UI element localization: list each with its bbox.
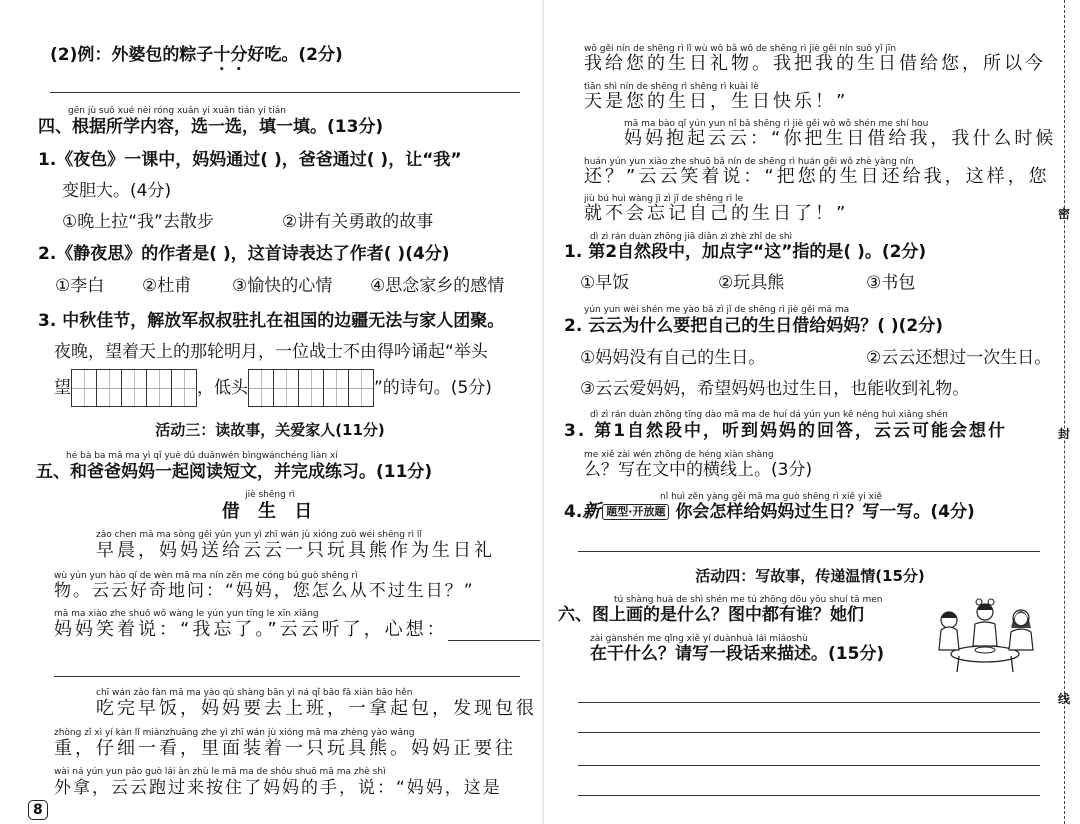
pinyin-line: mā ma xiào zhe shuō wǒ wàng le yún yun tīng le xīn xiǎng <box>54 609 319 619</box>
story-line: 妈妈笑着说：“我忘了。”云云听了，心想： <box>54 619 540 641</box>
pinyin-line: nǐ huì zěn yàng gěi mā ma guò shēng rì xiě yi xiě <box>660 492 883 502</box>
writing-line[interactable] <box>578 765 1040 766</box>
story-line: 就不会忘记自己的生日了！” <box>584 203 849 224</box>
option: ①李白 <box>55 276 105 296</box>
story-line: 我给您的生日礼物。我把我的生日借给您，所以今 <box>584 53 1046 74</box>
story-line: 妈妈抱起云云：“你把生日借给我，我什么时候 <box>624 128 1057 149</box>
story-line: 重，仔细一看，里面装着一只玩具熊。妈妈正要往 <box>54 738 516 759</box>
page-number: 8 <box>28 800 48 820</box>
answer-blank[interactable] <box>448 622 540 641</box>
right-page <box>560 0 1065 824</box>
answer-line[interactable] <box>578 551 1040 552</box>
story-title-pinyin: jiè shēng rì <box>245 490 295 500</box>
section-5-title: 五、和爸爸妈妈一起阅读短文，并完成练习。(11分) <box>36 462 433 482</box>
writing-grid-2[interactable] <box>248 369 374 407</box>
writing-line[interactable] <box>578 795 1040 796</box>
story-title: 借 生 日 <box>221 501 319 522</box>
pinyin-line: yún yun wèi shén me yào bǎ zì jǐ de shēng rì jiè gěi mā ma <box>584 305 850 315</box>
s5-pinyin: hé bà ba mā ma yì qǐ yuè dú duǎnwén bìngwánchéng liàn xí <box>66 451 338 461</box>
pinyin-line: chī wán zǎo fàn mā ma yào qù shàng bān yì ná qǐ bāo fā xiàn bāo hěn <box>96 688 413 698</box>
writing-line[interactable] <box>578 732 1040 733</box>
section-6-title: 六、图上画的是什么？图中都有谁？她们 <box>558 605 864 625</box>
section-4-title: 四、根据所学内容，选一选，填一填。(13分) <box>38 117 384 137</box>
option: ①早饭 <box>580 273 630 293</box>
pinyin-line: dì zì rán duàn zhōng tīng dào mā ma de huí dá yún yun kě néng huì xiǎng shén <box>590 410 948 420</box>
s4-question-3-cont: 夜晚，望着天上的那轮明月，一位战士不由得吟诵起“举头 <box>54 342 488 362</box>
family-birthday-illustration <box>935 594 1035 674</box>
pinyin-line: huán yún yun xiào zhe shuō bǎ nín de shēng rì huán gěi wǒ zhè yàng nín <box>584 157 914 167</box>
pinyin-line: wǒ gěi nín de shēng rì lǐ wù wǒ bǎ wǒ de shēng rì jiè gěi nín suǒ yǐ jīn <box>584 44 897 54</box>
option: ①晚上拉“我”去散步 <box>62 212 214 232</box>
pinyin-line: me xiě zài wén zhōng de héng xiàn shàng <box>584 450 774 460</box>
activity-3-heading: 活动三：读故事，关爱家人(11分) <box>155 421 385 439</box>
story-line: 物。云云好奇地问：“妈妈，您怎么从不过生日？” <box>54 581 475 601</box>
option: ③云云爱妈妈，希望妈妈也过生日，也能收到礼物。 <box>580 379 970 399</box>
emphasis-dotted-text: 十分 <box>213 45 248 65</box>
pinyin-line: wài ná yún yun pǎo guò lái àn zhù le mā ma de shǒu shuō mā ma zhè shì <box>54 767 386 777</box>
option: ②云云还想过一次生日。 <box>866 348 1052 368</box>
story-line: 早晨，妈妈送给云云一只玩具熊作为生日礼 <box>96 540 495 561</box>
activity-4-heading: 活动四：写故事，传递温情(15分) <box>695 567 925 585</box>
option: ④思念家乡的感情 <box>370 276 505 296</box>
question-1: 1. 第2自然段中，加点字“这”指的是( )。(2分) <box>564 242 927 262</box>
question-4: 4.新 题型·开放题 你会怎样给妈妈过生日？写一写。(4分) <box>564 501 975 522</box>
story-line: 还？”云云笑着说：“把您的生日还给我，这样，您 <box>584 166 1050 187</box>
pinyin-line: zài gànshén me qǐng xiě yí duànhuà lái miáoshù <box>590 634 808 644</box>
seal-mark: 封 <box>1058 427 1071 441</box>
pinyin-line: tiān shì nín de shēng rì shēng rì kuài lè <box>584 82 759 92</box>
new-question-mark: 新 <box>582 501 601 522</box>
answer-line[interactable] <box>50 92 520 93</box>
s4-question-3-fill: 望 ，低头 ”的诗句。(5分) <box>54 368 492 408</box>
question-2: 2. 云云为什么要把自己的生日借给妈妈？( )(2分) <box>564 316 944 336</box>
s4-question-1: 1.《夜色》一课中，妈妈通过( )，爸爸通过( )，让“我” <box>38 150 462 170</box>
pinyin-line: dì zì rán duàn zhōng jiā diǎn zì zhè zhǐ de shì <box>590 232 793 242</box>
question-3: 3. 第1自然段中，听到妈妈的回答，云云可能会想什 <box>564 421 1008 441</box>
option: ③愉快的心情 <box>232 276 333 296</box>
option: ②杜甫 <box>142 276 192 296</box>
s4-pinyin: gēn jù suǒ xué nèi róng xuǎn yi xuǎn tián yi tián <box>68 106 286 116</box>
pinyin-line: mā ma bào qǐ yún yun nǐ bǎ shēng rì jiè gěi wǒ wǒ shén me shí hou <box>624 119 929 129</box>
pinyin-line: jiù bú huì wàng jì zì jǐ de shēng rì le <box>584 194 743 204</box>
option: ②玩具熊 <box>718 273 785 293</box>
writing-grid-1[interactable] <box>71 369 197 407</box>
pinyin-line: wù yún yun hào qí de wèn mā ma nín zěn me cóng bú guò shēng rì <box>54 571 358 581</box>
s4-question-3: 3. 中秋佳节，解放军叔叔驻扎在祖国的边疆无法与家人团聚。 <box>38 311 505 331</box>
page-gutter <box>542 0 544 824</box>
open-question-badge: 题型·开放题 <box>602 504 669 520</box>
pinyin-line: tú shàng huà de shì shén me tú zhōng dōu yǒu shuí tā men <box>614 595 883 605</box>
s4-question-2: 2.《静夜思》的作者是( )，这首诗表达了作者( )(4分) <box>38 244 450 264</box>
s4-question-1-cont: 变胆大。(4分) <box>62 181 172 201</box>
story-line: 外拿，云云跑过来按住了妈妈的手，说：“妈妈，这是 <box>54 778 502 798</box>
option: ③书包 <box>866 273 916 293</box>
option: ①妈妈没有自己的生日。 <box>580 348 766 368</box>
pinyin-line: zhòng zǐ xì yí kàn lǐ miànzhuāng zhe yì zhī wán jù xióng mā ma zhèng yào wǎng <box>54 728 415 738</box>
seal-mark: 密 <box>1058 207 1071 221</box>
q2-example: (2)例：外婆包的粽子十分好吃。(2分) <box>50 45 343 65</box>
answer-line[interactable] <box>54 676 520 677</box>
pinyin-line: zǎo chen mā ma sòng gěi yún yun yì zhī wán jù xióng zuò wéi shēng rì lǐ <box>96 530 422 540</box>
option: ②讲有关勇敢的故事 <box>282 212 434 232</box>
story-line: 吃完早饭，妈妈要去上班，一拿起包，发现包很 <box>96 698 537 719</box>
question-3-cont: 么？写在文中的横线上。(3分) <box>584 460 813 480</box>
section-6-cont: 在干什么？请写一段话来描述。(15分) <box>590 644 885 664</box>
seal-mark: 线 <box>1058 692 1071 706</box>
story-line: 天是您的生日，生日快乐！” <box>584 91 849 112</box>
writing-line[interactable] <box>578 702 1040 703</box>
